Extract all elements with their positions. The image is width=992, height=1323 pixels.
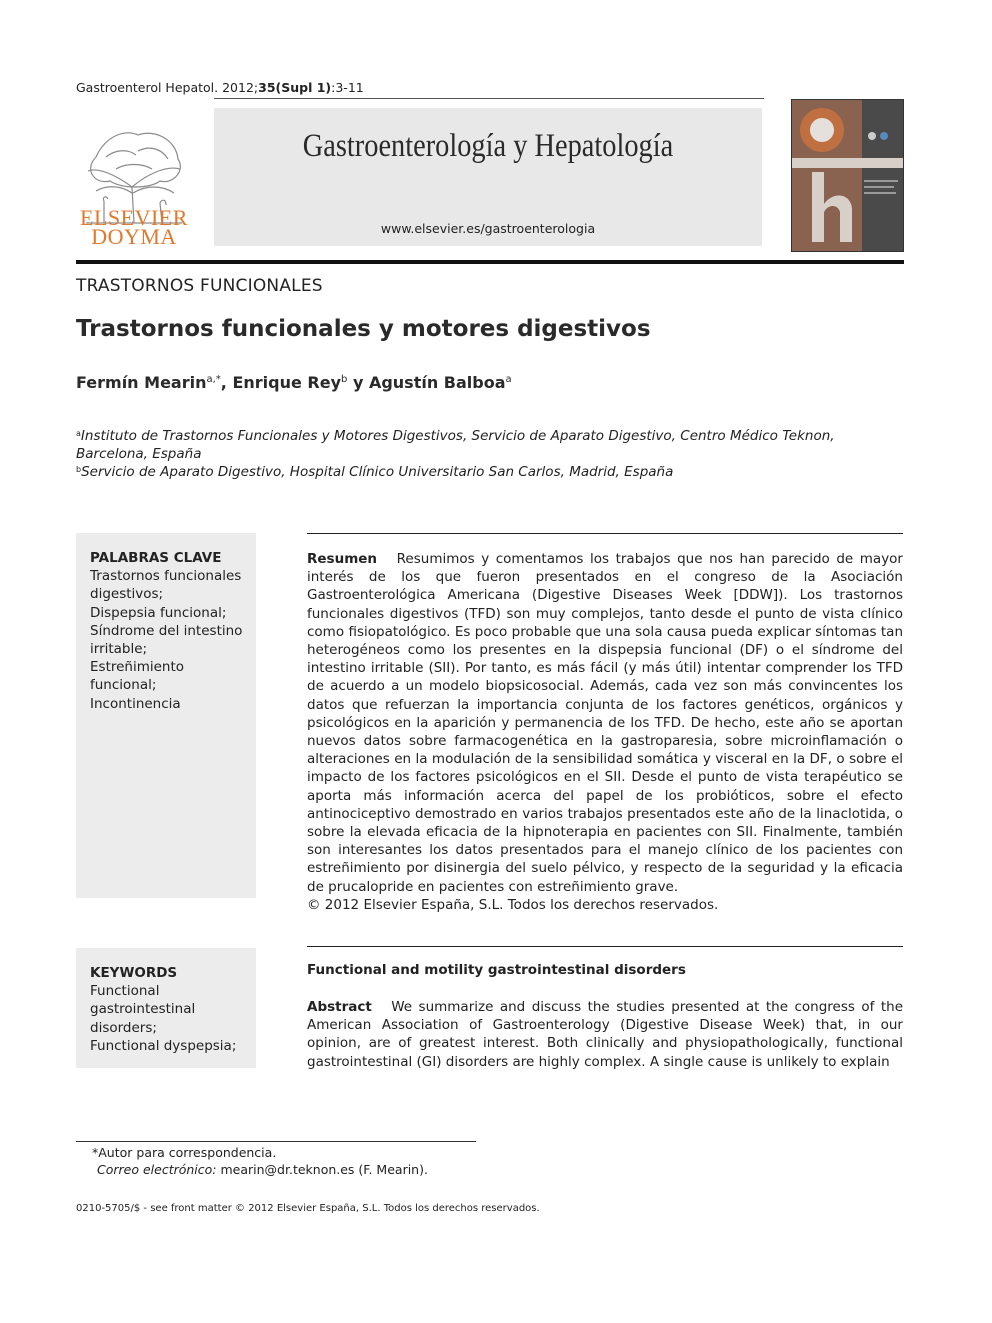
keyword-line: Estreñimiento bbox=[90, 659, 185, 676]
keyword-line: gastrointestinal bbox=[90, 1001, 196, 1018]
author-affiliation-mark: a bbox=[505, 374, 512, 385]
abstract-es-label: Resumen bbox=[307, 551, 378, 567]
abstract-es-rule bbox=[307, 533, 903, 534]
author-affiliation-mark: a,* bbox=[206, 374, 221, 385]
keyword-line: Functional bbox=[90, 983, 160, 1000]
keyword-line: Síndrome del intestino bbox=[90, 622, 243, 639]
header-divider bbox=[76, 260, 904, 264]
keyword-line: Trastornos funcionales bbox=[90, 568, 242, 585]
author-name: Agustín Balboa bbox=[368, 373, 506, 392]
citation-prefix: Gastroenterol Hepatol. 2012; bbox=[76, 80, 259, 95]
keyword-line: Functional dyspepsia; bbox=[90, 1037, 237, 1054]
affiliation-a bbox=[76, 425, 866, 463]
author-name: Enrique Rey bbox=[232, 373, 342, 392]
abstract-es-copyright: © 2012 Elsevier España, S.L. Todos los derechos reservados. bbox=[307, 896, 719, 913]
affiliation-text: Instituto de Trastornos Funcionales y Motores Digestivos, Servicio de Aparato Digestivo, Centro Médico Teknon, bbox=[80, 428, 835, 444]
journal-cover-image bbox=[791, 99, 904, 252]
journal-citation bbox=[76, 80, 364, 95]
publisher-logo-text bbox=[76, 205, 192, 249]
email-value[interactable]: mearin@dr.teknon.es (F. Mearin). bbox=[216, 1162, 428, 1177]
author-list bbox=[76, 373, 512, 392]
issn-line: 0210-5705/$ - see front matter © 2012 Elsevier España, S.L. Todos los derechos reservados. bbox=[76, 1203, 540, 1214]
keyword-line: funcional; bbox=[90, 677, 157, 694]
abstract-es bbox=[307, 550, 903, 914]
email-label: Correo electrónico: bbox=[97, 1162, 217, 1177]
keyword-line: disorders; bbox=[90, 1019, 157, 1036]
abstract-en-label: Abstract bbox=[307, 999, 372, 1015]
publisher-name-line1: ELSEVIER bbox=[80, 205, 188, 230]
journal-title: Gastroenterología y Hepatología bbox=[302, 128, 674, 164]
author-name: Fermín Mearin bbox=[76, 373, 207, 392]
abstract-es-body: Resumimos y comentamos los trabajos que nos han parecido de mayor interés de los que fueron presentados en el congreso de la Asociación Gastroenterológica Americana (Digestive Diseases Week [DDW]). Los trastornos funcionales digestivos (TFD) son muy complejos, tanto desde el punto de vista clínico como fisiopatológico. Es poco probable que una sola causa pueda explicar síntomas tan heterogéneos como los presentes en la dispepsia funcional (DF) o el síndrome del intestino irritable (SII). Por tanto, es más fácil (y más útil) intentar comprender los TFD de acuerdo a un modelo biopsicosocial. Además, cada vez son más convincentes los datos que refuerzan la importancia conjunta de los factores genéticos, orgánicos y psicológicos en la aparición y permanencia de los TFD. De hecho, este año se aportan nuevos datos sobre farmacogenética en la gastroparesia, sobre microinflamación o alteraciones en la modulación de la sensibilidad somática y visceral en la DF, o sobre el impacto de los factores psicológicos en el SII. Desde el punto de vista terapéutico se aporta más información acerca del papel de los probióticos, sobre el efecto antinociceptivo demostrado en varios trabajos presentados este año de la linaclotida, o sobre la elevada eficacia de la hipnoterapia en pacientes con SII. Finalmente, también son interesantes los datos presentados para el manejo clínico de los pacientes con estreñimiento por disinergia del suelo pélvico, y respecto de la seguridad y la eficacia de prucalopride en pacientes con estreñimiento grave. bbox=[307, 551, 903, 895]
footnote-email bbox=[97, 1162, 428, 1177]
article-title: Trastornos funcionales y motores digestivos bbox=[76, 316, 651, 342]
abstract-en-title: Functional and motility gastrointestinal disorders bbox=[307, 962, 686, 978]
citation-volume: 35(Supl 1) bbox=[258, 80, 332, 95]
keywords-heading: PALABRAS CLAVE bbox=[90, 550, 222, 566]
footnote-corresponding: *Autor para correspondencia. bbox=[92, 1145, 277, 1160]
publisher-name-line2: DOYMA bbox=[91, 224, 177, 249]
keyword-line: Incontinencia bbox=[90, 695, 181, 712]
affiliation-text: Barcelona, España bbox=[76, 446, 202, 462]
abstract-en-body: We summarize and discuss the studies presented at the congress of the American Association of Gastroenterology (Digestive Disease Week) that, in our opinion, are of greatest interest. Both clinically and physiopathologically, functional gastrointestinal (GI) disorders are highly complex. A single cause is unlikely to explain bbox=[307, 999, 904, 1070]
keywords-heading: KEYWORDS bbox=[90, 965, 178, 981]
footnote-rule bbox=[76, 1141, 476, 1142]
keyword-line: irritable; bbox=[90, 641, 148, 658]
affiliation-text: Servicio de Aparato Digestivo, Hospital Clínico Universitario San Carlos, Madrid, España bbox=[81, 464, 674, 480]
section-label: TRASTORNOS FUNCIONALES bbox=[76, 276, 323, 296]
keyword-line: digestivos; bbox=[90, 586, 164, 603]
affiliation-mark: a bbox=[76, 429, 81, 438]
affiliation-mark: b bbox=[76, 465, 82, 474]
keywords-box-es bbox=[76, 533, 256, 898]
header-rule bbox=[214, 98, 764, 99]
journal-url[interactable]: www.elsevier.es/gastroenterologia bbox=[380, 221, 596, 236]
author-separator: y bbox=[347, 373, 369, 392]
author-separator: , bbox=[220, 373, 233, 392]
citation-pages: :3-11 bbox=[331, 80, 364, 95]
affiliation-b bbox=[76, 461, 866, 481]
abstract-en-rule bbox=[307, 946, 903, 947]
keyword-line: Dispepsia funcional; bbox=[90, 604, 227, 621]
abstract-en bbox=[307, 998, 903, 1071]
keywords-box-en bbox=[76, 948, 256, 1068]
author-affiliation-mark: b bbox=[341, 374, 348, 385]
